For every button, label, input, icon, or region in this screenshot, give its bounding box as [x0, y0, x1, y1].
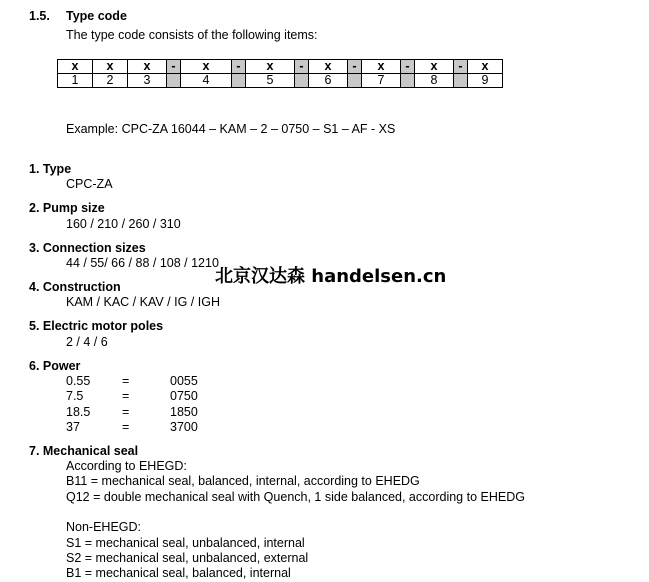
non-ehegd-label: Non-EHEGD:: [66, 520, 142, 534]
power-kw: 37: [66, 420, 80, 434]
connection-sizes-heading: 3. Connection sizes: [29, 241, 146, 255]
table-cell: 7: [362, 74, 401, 88]
table-cell: x: [93, 60, 128, 74]
ehegd-label: According to EHEGD:: [66, 459, 187, 473]
type-code-row-placeholders: [58, 60, 503, 74]
table-cell-separator: -: [454, 60, 468, 74]
table-cell: x: [128, 60, 167, 74]
construction-value: KAM / KAC / KAV / IG / IGH: [66, 295, 220, 309]
table-cell-separator: [401, 74, 415, 88]
section-number: 1.5.: [29, 9, 50, 23]
non-ehegd-line: S1 = mechanical seal, unbalanced, internal: [66, 536, 305, 550]
power-heading: 6. Power: [29, 359, 81, 373]
table-cell-separator: [454, 74, 468, 88]
power-equals: =: [122, 405, 130, 419]
motor-poles-value: 2 / 4 / 6: [66, 335, 108, 349]
power-kw: 7.5: [66, 389, 84, 403]
watermark-text: 北京汉达森 handelsen.cn: [215, 266, 447, 287]
table-cell-separator: -: [401, 60, 415, 74]
construction-heading: 4. Construction: [29, 280, 121, 294]
power-equals: =: [122, 420, 130, 434]
connection-sizes-value: 44 / 55/ 66 / 88 / 108 / 1210: [66, 256, 219, 270]
table-cell: 4: [181, 74, 232, 88]
type-heading: 1. Type: [29, 162, 72, 176]
table-cell: x: [468, 60, 503, 74]
table-cell-separator: [232, 74, 246, 88]
section-title: Type code: [66, 9, 127, 23]
table-cell: 1: [58, 74, 93, 88]
non-ehegd-line: S2 = mechanical seal, unbalanced, external: [66, 551, 309, 565]
table-cell-separator: [348, 74, 362, 88]
table-cell: x: [415, 60, 454, 74]
table-cell: x: [181, 60, 232, 74]
table-cell: x: [309, 60, 348, 74]
table-cell-separator: -: [295, 60, 309, 74]
power-code: 0055: [170, 374, 198, 388]
type-value: CPC-ZA: [66, 177, 113, 191]
table-cell-separator: -: [348, 60, 362, 74]
power-code: 1850: [170, 405, 198, 419]
table-cell-separator: [167, 74, 181, 88]
power-equals: =: [122, 374, 130, 388]
table-cell: x: [58, 60, 93, 74]
example-code: Example: CPC-ZA 16044 – KAM – 2 – 0750 – S1 – AF - XS: [66, 122, 396, 136]
table-cell: 9: [468, 74, 503, 88]
type-code-table: [57, 59, 503, 88]
power-kw: 18.5: [66, 405, 91, 419]
non-ehegd-line: B1 = mechanical seal, balanced, internal: [66, 566, 291, 580]
table-cell-separator: -: [232, 60, 246, 74]
table-cell: x: [246, 60, 295, 74]
table-cell-separator: -: [167, 60, 181, 74]
table-cell: 8: [415, 74, 454, 88]
mechanical-seal-heading: 7. Mechanical seal: [29, 444, 139, 458]
table-cell-separator: [295, 74, 309, 88]
power-code: 3700: [170, 420, 198, 434]
table-cell: 6: [309, 74, 348, 88]
section-intro: The type code consists of the following items:: [66, 28, 318, 42]
power-code: 0750: [170, 389, 198, 403]
pump-size-value: 160 / 210 / 260 / 310: [66, 217, 181, 231]
ehegd-line: B11 = mechanical seal, balanced, internal, according to EHEDG: [66, 474, 420, 488]
type-code-row-positions: [58, 74, 503, 88]
ehegd-line: Q12 = double mechanical seal with Quench, 1 side balanced, according to EHEDG: [66, 490, 525, 504]
table-cell: 2: [93, 74, 128, 88]
table-cell: x: [362, 60, 401, 74]
power-equals: =: [122, 389, 130, 403]
table-cell: 3: [128, 74, 167, 88]
pump-size-heading: 2. Pump size: [29, 201, 105, 215]
power-kw: 0.55: [66, 374, 91, 388]
table-cell: 5: [246, 74, 295, 88]
motor-poles-heading: 5. Electric motor poles: [29, 319, 164, 333]
